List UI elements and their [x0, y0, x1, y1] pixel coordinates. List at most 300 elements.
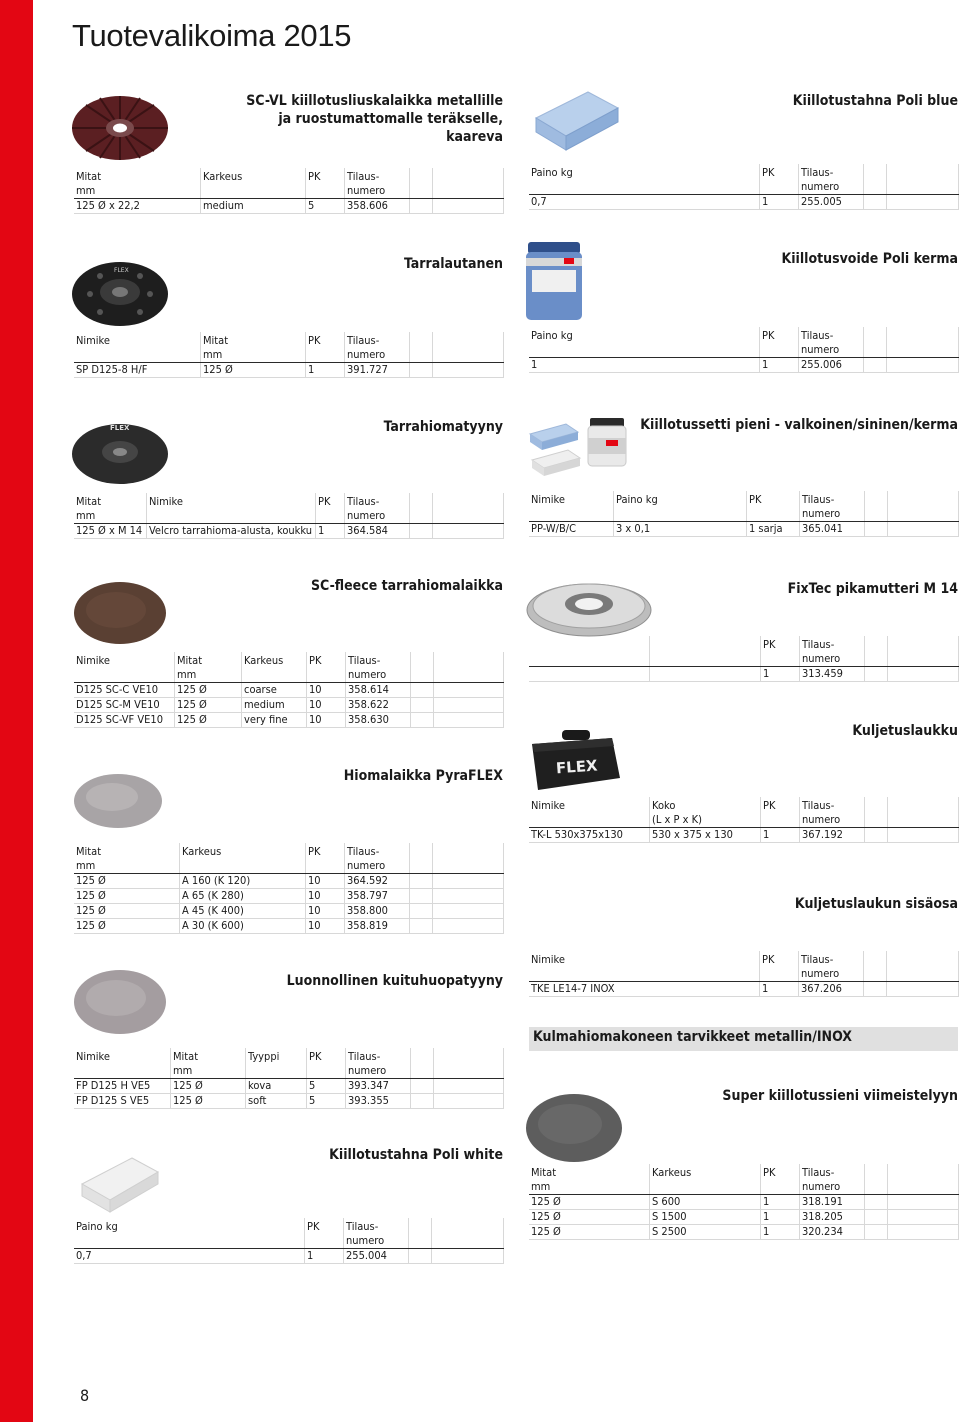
table-cell: 125 Ø	[74, 889, 180, 904]
table-row	[529, 1210, 959, 1225]
cell-text: numero	[801, 180, 840, 193]
cell-text: mm	[203, 348, 223, 361]
table-cell	[201, 332, 306, 363]
table-row	[529, 828, 959, 843]
table-header-row	[74, 843, 504, 874]
table-row	[529, 522, 959, 537]
cell-text: PK	[308, 170, 321, 183]
table-cell	[74, 168, 201, 199]
table-cell	[433, 168, 504, 199]
spec-table	[529, 491, 959, 537]
cell-text: Paino kg	[531, 329, 573, 342]
cell-text: Tilaus-	[347, 334, 380, 347]
table-cell: 125 Ø	[175, 683, 242, 698]
table-cell	[888, 522, 959, 537]
table-cell	[864, 164, 887, 195]
table-cell: 1	[761, 1225, 800, 1240]
table-cell	[242, 652, 307, 683]
cell-text: Nimike	[149, 495, 183, 508]
cell-text: mm	[76, 184, 96, 197]
svg-text:FLEX: FLEX	[114, 267, 129, 274]
cell-text: Nimike	[76, 654, 110, 667]
table-row	[529, 1225, 959, 1240]
table-cell: A 65 (K 280)	[180, 889, 306, 904]
cell-text: Tilaus-	[802, 638, 835, 651]
cell-text: PK	[762, 953, 775, 966]
table-cell	[887, 327, 959, 358]
cell-text: Tilaus-	[347, 495, 380, 508]
table-cell: 318.205	[800, 1210, 865, 1225]
table-cell: 364.584	[345, 524, 410, 539]
table-cell	[74, 493, 147, 524]
pyraflex-disc-image	[72, 772, 164, 830]
table-cell: 0,7	[529, 195, 760, 210]
table-header-row	[74, 493, 504, 524]
product-title: Tarrahiomatyyny	[383, 419, 503, 435]
table-cell	[434, 1079, 504, 1094]
table-cell: 125 Ø	[201, 363, 306, 378]
table-header-row	[74, 652, 504, 683]
table-cell	[410, 332, 433, 363]
cell-text: PK	[309, 1050, 322, 1063]
table-cell	[74, 843, 180, 874]
cell-text: (L x P x K)	[652, 813, 702, 826]
table-row	[74, 199, 504, 214]
table-cell: 393.355	[346, 1094, 411, 1109]
table-cell: 358.797	[345, 889, 410, 904]
table-row	[529, 1195, 959, 1210]
table-cell: 318.191	[800, 1195, 865, 1210]
table-cell: 1	[305, 1249, 344, 1264]
case-image	[528, 728, 624, 794]
spec-table	[74, 493, 504, 539]
table-cell: 125 Ø	[74, 874, 180, 889]
table-cell: 125 Ø	[74, 919, 180, 934]
cell-text: Paino kg	[531, 166, 573, 179]
table-row	[74, 889, 504, 904]
table-row	[74, 919, 504, 934]
table-cell: 1	[761, 1210, 800, 1225]
table-cell	[432, 1249, 504, 1264]
table-header-row	[529, 164, 959, 195]
table-cell	[411, 683, 434, 698]
table-cell: 1	[760, 195, 799, 210]
table-cell	[887, 195, 959, 210]
table-cell: 1	[761, 667, 800, 682]
cell-text: PK	[308, 334, 321, 347]
section-heading: Kulmahiomakoneen tarvikkeet metallin/INOX	[529, 1027, 958, 1051]
table-cell	[799, 951, 864, 982]
table-cell: 3 x 0,1	[614, 522, 747, 537]
spec-table	[529, 797, 959, 843]
table-cell: very fine	[242, 713, 307, 728]
table-cell: 1	[761, 1195, 800, 1210]
table-cell	[305, 1218, 344, 1249]
table-cell	[307, 1048, 346, 1079]
cell-text: Nimike	[531, 799, 565, 812]
table-cell: 125 Ø	[74, 904, 180, 919]
cell-text: numero	[802, 1180, 841, 1193]
cell-text: Paino kg	[616, 493, 658, 506]
table-row	[74, 683, 504, 698]
table-cell: 5	[307, 1079, 346, 1094]
cell-text: PK	[763, 638, 776, 651]
cell-text: Nimike	[531, 953, 565, 966]
cell-text: PK	[749, 493, 762, 506]
table-cell	[171, 1048, 246, 1079]
table-cell: 1	[316, 524, 345, 539]
table-cell	[434, 652, 504, 683]
table-cell	[864, 951, 887, 982]
table-cell	[433, 874, 504, 889]
table-cell: 0,7	[74, 1249, 305, 1264]
table-cell: 365.041	[800, 522, 865, 537]
product-title: Kuljetuslaukun sisäosa	[794, 896, 958, 912]
table-cell	[761, 797, 800, 828]
cell-text: Tilaus-	[348, 654, 381, 667]
table-cell	[887, 358, 959, 373]
table-cell	[650, 667, 761, 682]
table-header-row	[529, 797, 959, 828]
cell-text: mm	[173, 1064, 193, 1077]
table-cell	[246, 1048, 307, 1079]
table-cell: 10	[307, 713, 346, 728]
table-cell	[799, 327, 864, 358]
table-cell: FP D125 S VE5	[74, 1094, 171, 1109]
spec-table	[529, 636, 959, 682]
table-row	[74, 713, 504, 728]
cell-text: PK	[309, 654, 322, 667]
table-cell	[864, 982, 887, 997]
cell-text: PK	[762, 166, 775, 179]
felt-disc-image	[72, 968, 168, 1036]
table-cell	[411, 698, 434, 713]
spec-table	[74, 652, 504, 728]
table-cell	[147, 493, 316, 524]
table-cell	[410, 843, 433, 874]
table-cell	[529, 491, 614, 522]
table-cell: 10	[306, 874, 345, 889]
cell-text: PK	[762, 329, 775, 342]
table-cell: 358.819	[345, 919, 410, 934]
cell-text: Tilaus-	[346, 1220, 379, 1233]
table-cell	[346, 1048, 411, 1079]
table-cell	[433, 332, 504, 363]
table-cell: 313.459	[800, 667, 865, 682]
cell-text: Karkeus	[244, 654, 284, 667]
table-cell	[410, 874, 433, 889]
table-cell: 1	[760, 358, 799, 373]
table-cell	[865, 797, 888, 828]
table-cell	[888, 828, 959, 843]
table-cell: 125 Ø	[175, 698, 242, 713]
cell-text: numero	[801, 967, 840, 980]
table-cell	[865, 522, 888, 537]
table-cell: 367.192	[800, 828, 865, 843]
table-cell: soft	[246, 1094, 307, 1109]
page-title: Tuotevalikoima 2015	[72, 18, 352, 53]
table-cell	[307, 652, 346, 683]
table-row	[74, 363, 504, 378]
table-cell	[747, 491, 800, 522]
spec-table	[529, 1164, 959, 1240]
table-cell	[888, 491, 959, 522]
table-cell	[760, 164, 799, 195]
cell-text: PK	[318, 495, 331, 508]
product-title: Tarralautanen	[404, 256, 503, 272]
table-row	[74, 1094, 504, 1109]
table-cell	[74, 1218, 305, 1249]
cell-text: Mitat	[531, 1166, 557, 1179]
table-cell	[865, 1225, 888, 1240]
product-title: Luonnollinen kuituhuopatyyny	[286, 973, 503, 989]
table-cell	[887, 982, 959, 997]
table-row	[529, 667, 959, 682]
cell-text: numero	[801, 343, 840, 356]
table-cell	[888, 1225, 959, 1240]
table-cell	[345, 332, 410, 363]
table-row	[74, 524, 504, 539]
polish-jar-image	[524, 240, 584, 324]
table-cell: D125 SC-M VE10	[74, 698, 175, 713]
table-cell	[345, 168, 410, 199]
table-cell	[433, 363, 504, 378]
table-cell	[434, 683, 504, 698]
table-cell	[433, 524, 504, 539]
table-cell	[433, 493, 504, 524]
cell-text: numero	[347, 348, 386, 361]
table-cell	[865, 491, 888, 522]
table-cell	[411, 1079, 434, 1094]
table-cell	[650, 797, 761, 828]
table-cell	[529, 951, 760, 982]
product-title: Hiomalaikka PyraFLEX	[343, 768, 503, 784]
cell-text: Tilaus-	[801, 953, 834, 966]
cell-text: Mitat	[203, 334, 229, 347]
spec-table	[529, 951, 959, 997]
cell-text: mm	[76, 509, 96, 522]
table-cell	[888, 797, 959, 828]
cell-text: Nimike	[531, 493, 565, 506]
table-header-row	[529, 1164, 959, 1195]
table-cell	[410, 493, 433, 524]
table-cell: 10	[306, 889, 345, 904]
product-title: Kiillotussetti pieni - valkoinen/sininen/kerma	[640, 417, 958, 433]
cell-text: Tilaus-	[347, 845, 380, 858]
cell-text: Tilaus-	[802, 493, 835, 506]
table-cell	[410, 919, 433, 934]
cell-text: numero	[802, 507, 841, 520]
cell-text: numero	[802, 652, 841, 665]
table-cell	[800, 797, 865, 828]
table-cell	[411, 1094, 434, 1109]
page-number: 8	[80, 1386, 90, 1405]
table-cell	[175, 652, 242, 683]
table-row	[529, 195, 959, 210]
table-cell	[888, 636, 959, 667]
table-cell	[433, 843, 504, 874]
cell-text: numero	[348, 1064, 387, 1077]
svg-text:FLEX: FLEX	[555, 756, 599, 778]
table-cell: SP D125-8 H/F	[74, 363, 201, 378]
product-title: FixTec pikamutteri M 14	[787, 581, 958, 597]
table-header-row	[529, 636, 959, 667]
table-cell: medium	[201, 199, 306, 214]
quick-nut-image	[524, 576, 654, 638]
cell-text: PK	[763, 1166, 776, 1179]
cell-text: numero	[346, 1234, 385, 1247]
table-cell: 358.630	[346, 713, 411, 728]
cell-text: Tilaus-	[802, 1166, 835, 1179]
table-cell: 530 x 375 x 130	[650, 828, 761, 843]
cell-text: mm	[177, 668, 197, 681]
table-cell: 125 Ø	[529, 1225, 650, 1240]
table-cell: S 600	[650, 1195, 761, 1210]
cell-text: Tyyppi	[248, 1050, 280, 1063]
svg-text:FLEX: FLEX	[110, 424, 130, 432]
table-cell: 1	[529, 358, 760, 373]
table-cell	[650, 1164, 761, 1195]
cell-text: Mitat	[76, 845, 102, 858]
cell-text: Mitat	[177, 654, 203, 667]
table-cell	[411, 1048, 434, 1079]
product-title: Super kiillotussieni viimeistelyyn	[722, 1088, 958, 1104]
cell-text: Karkeus	[203, 170, 243, 183]
cell-text: Karkeus	[182, 845, 222, 858]
table-cell: 358.622	[346, 698, 411, 713]
table-cell: 1 sarja	[747, 522, 800, 537]
table-header-row	[74, 1048, 504, 1079]
table-cell: 1	[761, 828, 800, 843]
cell-text: Mitat	[76, 170, 102, 183]
table-cell: 367.206	[799, 982, 864, 997]
cell-text: numero	[348, 668, 387, 681]
table-row	[74, 698, 504, 713]
table-cell: FP D125 H VE5	[74, 1079, 171, 1094]
table-cell	[346, 652, 411, 683]
table-cell: 364.592	[345, 874, 410, 889]
table-cell	[433, 199, 504, 214]
table-cell	[434, 713, 504, 728]
table-cell	[411, 652, 434, 683]
table-cell: 5	[307, 1094, 346, 1109]
table-cell: PP-W/B/C	[529, 522, 614, 537]
cell-text: Tilaus-	[801, 329, 834, 342]
table-cell	[410, 889, 433, 904]
spec-table	[74, 168, 504, 214]
cell-text: numero	[347, 509, 386, 522]
table-cell: S 2500	[650, 1225, 761, 1240]
table-cell: 125 Ø	[175, 713, 242, 728]
table-cell	[799, 164, 864, 195]
table-row	[74, 904, 504, 919]
table-cell: 125 Ø x 22,2	[74, 199, 201, 214]
product-title: Kiillotustahna Poli blue	[792, 93, 958, 109]
product-title: Kuljetuslaukku	[852, 723, 958, 739]
table-cell: 358.606	[345, 199, 410, 214]
spec-table	[529, 327, 959, 373]
table-cell	[865, 1164, 888, 1195]
cell-text: Nimike	[76, 1050, 110, 1063]
table-cell	[865, 1195, 888, 1210]
cell-text: numero	[347, 184, 386, 197]
table-cell	[800, 636, 865, 667]
table-cell	[345, 493, 410, 524]
table-cell	[761, 1164, 800, 1195]
table-cell	[433, 919, 504, 934]
table-cell: 393.347	[346, 1079, 411, 1094]
table-cell	[864, 195, 887, 210]
cell-text: Tilaus-	[801, 166, 834, 179]
table-cell	[433, 904, 504, 919]
table-cell	[344, 1218, 409, 1249]
table-cell	[74, 1048, 171, 1079]
table-row	[74, 874, 504, 889]
table-row	[529, 358, 959, 373]
cell-text: numero	[347, 859, 386, 872]
table-cell	[529, 667, 650, 682]
table-cell: TKE LE14-7 INOX	[529, 982, 760, 997]
table-cell	[650, 636, 761, 667]
table-cell	[434, 1094, 504, 1109]
table-cell	[888, 1195, 959, 1210]
table-cell	[529, 636, 650, 667]
table-header-row	[74, 168, 504, 199]
table-cell	[409, 1249, 432, 1264]
table-cell	[888, 667, 959, 682]
table-cell	[529, 1164, 650, 1195]
table-cell: 10	[307, 683, 346, 698]
brand-red-bar	[0, 0, 33, 1422]
product-title: Kiillotusvoide Poli kerma	[781, 251, 958, 267]
table-header-row	[74, 1218, 504, 1249]
cell-text: Tilaus-	[348, 1050, 381, 1063]
table-cell	[201, 168, 306, 199]
cell-text: Paino kg	[76, 1220, 118, 1233]
table-cell	[410, 524, 433, 539]
cell-text: Mitat	[76, 495, 102, 508]
table-cell	[410, 199, 433, 214]
table-cell	[887, 164, 959, 195]
table-cell: Velcro tarrahioma-alusta, koukku	[147, 524, 316, 539]
table-cell: 10	[306, 919, 345, 934]
table-cell	[180, 843, 306, 874]
table-cell: 125 Ø	[529, 1210, 650, 1225]
table-row	[74, 1249, 504, 1264]
table-cell: coarse	[242, 683, 307, 698]
spec-table	[74, 332, 504, 378]
table-cell: S 1500	[650, 1210, 761, 1225]
cell-text: PK	[308, 845, 321, 858]
table-cell: 320.234	[800, 1225, 865, 1240]
table-header-row	[529, 327, 959, 358]
spec-table	[74, 1218, 504, 1264]
table-cell: 5	[306, 199, 345, 214]
table-cell: 125 Ø	[171, 1079, 246, 1094]
table-cell	[409, 1218, 432, 1249]
cell-text: Nimike	[76, 334, 110, 347]
table-cell	[887, 951, 959, 982]
cell-text: Tilaus-	[802, 799, 835, 812]
table-cell	[410, 168, 433, 199]
table-header-row	[529, 491, 959, 522]
table-cell: D125 SC-VF VE10	[74, 713, 175, 728]
table-cell	[432, 1218, 504, 1249]
table-cell: 358.614	[346, 683, 411, 698]
table-cell	[865, 667, 888, 682]
table-cell: A 30 (K 600)	[180, 919, 306, 934]
product-title: SC-VL kiillotusliuskalaikka metallille ja ruostumattomalle teräkselle, kaareva	[246, 93, 503, 145]
